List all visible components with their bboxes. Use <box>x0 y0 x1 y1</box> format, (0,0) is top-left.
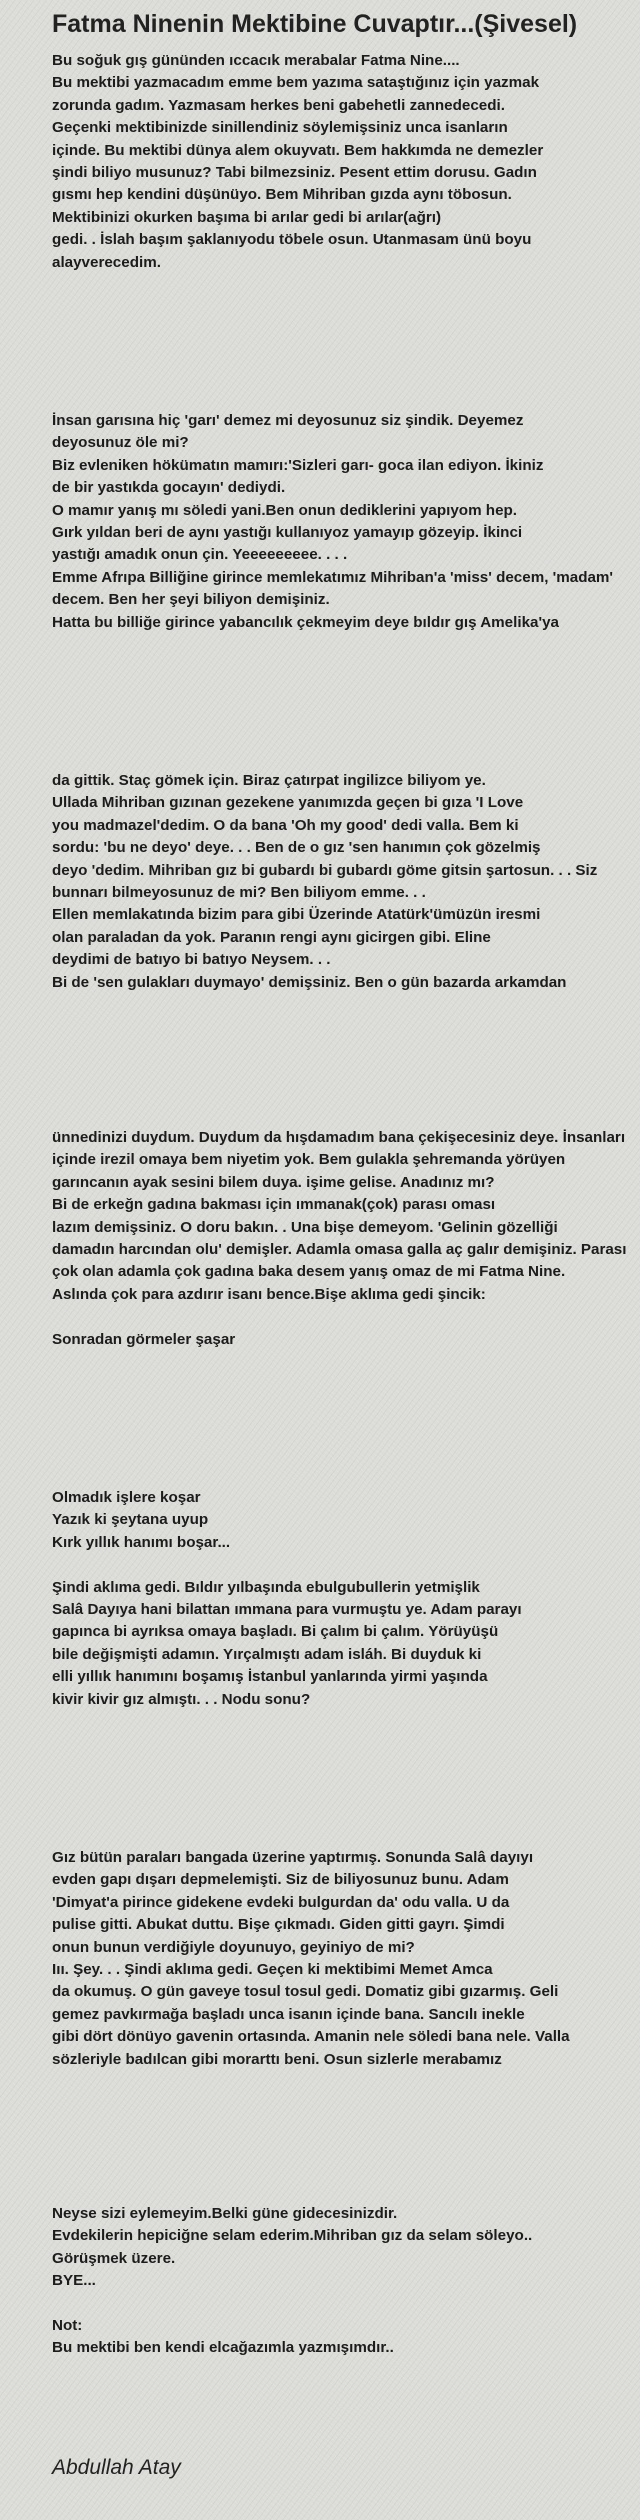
poem-line: gibi dört dönüyo gavenin ortasında. Amanin nele söledi bana nele. Valla <box>52 2028 570 2046</box>
stanza-5 <box>52 1487 640 1711</box>
poem-line: evden gapı dışarı depmelemişti. Siz de biliyosunuz bunu. Adam <box>52 1871 509 1889</box>
poem-line: sordu: 'bu ne deyo' deye. . . Ben de o gız 'sen hanımın çok gözelmiş <box>52 839 541 857</box>
poem-line: gedi. . İslah başım şaklanıyodu töbele osun. Utanmasam ünü boyu <box>52 231 532 249</box>
stanza-4 <box>52 1127 640 1351</box>
poem-line: bunnarı bilmeyosunuz de mi? Ben biliyom emme. . . <box>52 884 426 902</box>
poem-line: Mektibinizi okurken başıma bi arılar gedi bi arılar(ağrı) <box>52 208 442 226</box>
poem-line <box>52 1554 640 1576</box>
poem-line: Not: <box>52 2317 83 2335</box>
poem-line: alayverecedim. <box>52 253 161 271</box>
poem-line: Kırk yıllık hanımı boşar... <box>52 1533 231 1551</box>
poem-line: Bi de 'sen gulakları duymayo' demişsiniz. Ben o gün bazarda arkamdan <box>52 973 567 991</box>
poem-line: şindi biliyo musunuz? Tabi bilmezsiniz. Pesent ettim dorusu. Gadın <box>52 164 537 182</box>
poem-line: lazım demişsiniz. O doru bakın. . Una bişe demeyom. 'Gelinin gözelliği <box>52 1218 558 1236</box>
poem-line: içinde. Bu mektibi dünya alem okuyvatı. Bem hakkımda ne demezler <box>52 141 544 159</box>
poem-line: gapınca bi ayrıksa omaya başladı. Bi çalım bi çalım. Yörüyüşü <box>52 1623 499 1641</box>
poem-line: yastığı amadık onun çin. Yeeeeeeeee. . . . <box>52 546 348 564</box>
poem-line: you madmazel'dedim. O da bana 'Oh my good' dedi valla. Bem ki <box>52 816 519 834</box>
poem-line: kivir kivir gız almıştı. . . Nodu sonu? <box>52 1690 311 1708</box>
poem-line: bile değişmişti adamın. Yırçalmıştı adam isláh. Bi duyduk ki <box>52 1645 482 1663</box>
poem-line: de bir yastıkda gocayın' dediydi. <box>52 479 286 497</box>
poem-line: deyosunuz öle mi? <box>52 434 189 452</box>
poem-line: Görüşmek üzere. <box>52 2249 176 2267</box>
poem-line: Salâ Dayıya hani bilattan ımmana para vurmuştu ye. Adam parayı <box>52 1601 522 1619</box>
poem-line: da okumuş. O gün gaveye tosul tosul gedi. Domatiz gibi gızarmış. Geli <box>52 1983 559 2001</box>
poem-line: Iıı. Şey. . . Şindi aklıma gedi. Geçen ki mektibimi Memet Amca <box>52 1961 493 1979</box>
closing-stanza <box>52 2203 640 2360</box>
stanza-1 <box>52 50 640 274</box>
poem-line: Gırk yıldan beri de aynı yastığı kullanıyoz yamayıp gözeyip. İkinci <box>52 524 523 542</box>
poem-line: pulise gitti. Abukat duttu. Bişe çıkmadı. Giden gitti gayrı. Şimdi <box>52 1916 505 1934</box>
poem-line: sözleriyle badılcan gibi morarttı beni. Osun sizlerle merabamız <box>52 2050 502 2068</box>
poem-line: olan paraladan da yok. Paranın rengi aynı gicirgen gibi. Eline <box>52 928 491 946</box>
poem-line <box>52 2293 640 2315</box>
poem-line: Bu mektibi yazmacadım emme bem yazıma sataştığınız için yazmak <box>52 74 540 92</box>
poem-line: Gız bütün paraları bangada üzerine yaptırmış. Sonunda Salâ dayıyı <box>52 1849 534 1866</box>
poem-line: da gittik. Staç gömek için. Biraz çatırpat ingilizce biliyom ye. <box>52 772 486 789</box>
poem-line: Bi de erkeğn gadına bakması için ımmanak(çok) parası oması <box>52 1196 496 1214</box>
poem-line: Olmadık işlere koşar <box>52 1489 201 1506</box>
poem-line: Hatta bu billiğe girince yabancılık çekmeyim deye bıldır gış Amelika'ya <box>52 613 559 631</box>
poem-line: gemez pavkırmağa başladı unca isanın içinde bana. Sancılı inekle <box>52 2005 525 2023</box>
poem-line: elli yıllık hanımını boşamış İstanbul yanlarında yirmi yaşında <box>52 1668 488 1686</box>
poem-line: damadın harcından olu' demişler. Adamla omasa galla aç galır demişiniz. Parası <box>52 1241 627 1259</box>
poem-line: Evdekilerin hepiciğne selam ederim.Mihriban gız da selam söleyo.. <box>52 2227 533 2245</box>
poem-line: Ullada Mihriban gızınan gezekene yanımızda geçen bi gıza 'I Love <box>52 794 524 812</box>
stanza-2 <box>52 410 640 634</box>
poem-line: çok olan adamla çok gadına baka desem yanış omaz de mi Fatma Nine. <box>52 1263 566 1281</box>
poem-line: 'Dimyat'a pirince gidekene evdeki bulgurdan da' odu valla. U da <box>52 1893 510 1911</box>
poem-line: deyo 'dedim. Mihriban gız bi gubardı bi gubardı göme gitsin şartosun. . . Siz <box>52 861 598 879</box>
poem-line: zorunda gadım. Yazmasam herkes beni gabehetli zannedecedi. <box>52 96 505 114</box>
poem-line: decem. Ben her şeyi biliyon demişiniz. <box>52 591 330 609</box>
poem-line: Geçenki mektibinizde sinillendiniz söylemişsiniz unca isanların <box>52 119 508 137</box>
poem-line: İnsan garısına hiç 'garı' demez mi deyosunuz siz şindik. Deyemez <box>52 412 524 429</box>
poem-line: Aslında çok para azdırır isanı bence.Bişe aklıma gedi şincik: <box>52 1285 486 1303</box>
poem-line: onun bunun verdiğiyle doyunuyo, geyiniyo de mi? <box>52 1938 415 1956</box>
poem-line: içinde irezil omaya bem niyetim yok. Bem gulakla şehremanda yörüyen <box>52 1151 566 1169</box>
poem-line: deydimi de batıyo bi batıyo Neysem. . . <box>52 951 331 969</box>
poem-line: Bu soğuk gış gününden ıccacık merabalar Fatma Nine.... <box>52 52 460 69</box>
poem-line <box>52 1306 640 1328</box>
poem-line: Emme Afrıpa Billiğine girince memlekatımız Mihriban'a 'miss' decem, 'madam' <box>52 568 614 586</box>
poem-line: ünnedinizi duydum. Duydum da hışdamadım bana çekişecesiniz deye. İnsanları <box>52 1129 626 1146</box>
author-signature: Abdullah Atay <box>52 2456 181 2479</box>
poem-line: Ellen memlakatında bizim para gibi Üzerinde Atatürk'ümüzün iresmi <box>52 906 541 924</box>
stanza-6 <box>52 1847 640 2071</box>
poem-line: Yazık ki şeytana uyup <box>52 1511 209 1529</box>
poem-line: Biz evleniken hökümatın mamırı:'Sizleri garı- goca ilan ediyon. İkiniz <box>52 456 544 474</box>
poem-title: Fatma Ninenin Mektibine Cuvaptır...(Şivesel) <box>52 10 578 38</box>
poem-line: Sonradan görmeler şaşar <box>52 1330 236 1348</box>
poem-line: Şindi aklıma gedi. Bıldır yılbaşında ebulgubullerin yetmişlik <box>52 1578 480 1596</box>
stanza-3 <box>52 770 640 994</box>
poem-line: Bu mektibi ben kendi elcağazımla yazmışımdır.. <box>52 2339 394 2357</box>
poem-line: Neyse sizi eylemeyim.Belki güne gidecesinizdir. <box>52 2205 398 2222</box>
poem-line: garıncanın ayak sesini bilem duya. işime gelise. Anadınız mı? <box>52 1173 495 1191</box>
poem-line: O mamır yanış mı söledi yani.Ben onun dediklerini yapıyom hep. <box>52 501 518 519</box>
poem-line: gısmı hep kendini düşünüyo. Bem Mihriban gızda aynı töbosun. <box>52 186 512 204</box>
poem-line: BYE... <box>52 2272 96 2290</box>
